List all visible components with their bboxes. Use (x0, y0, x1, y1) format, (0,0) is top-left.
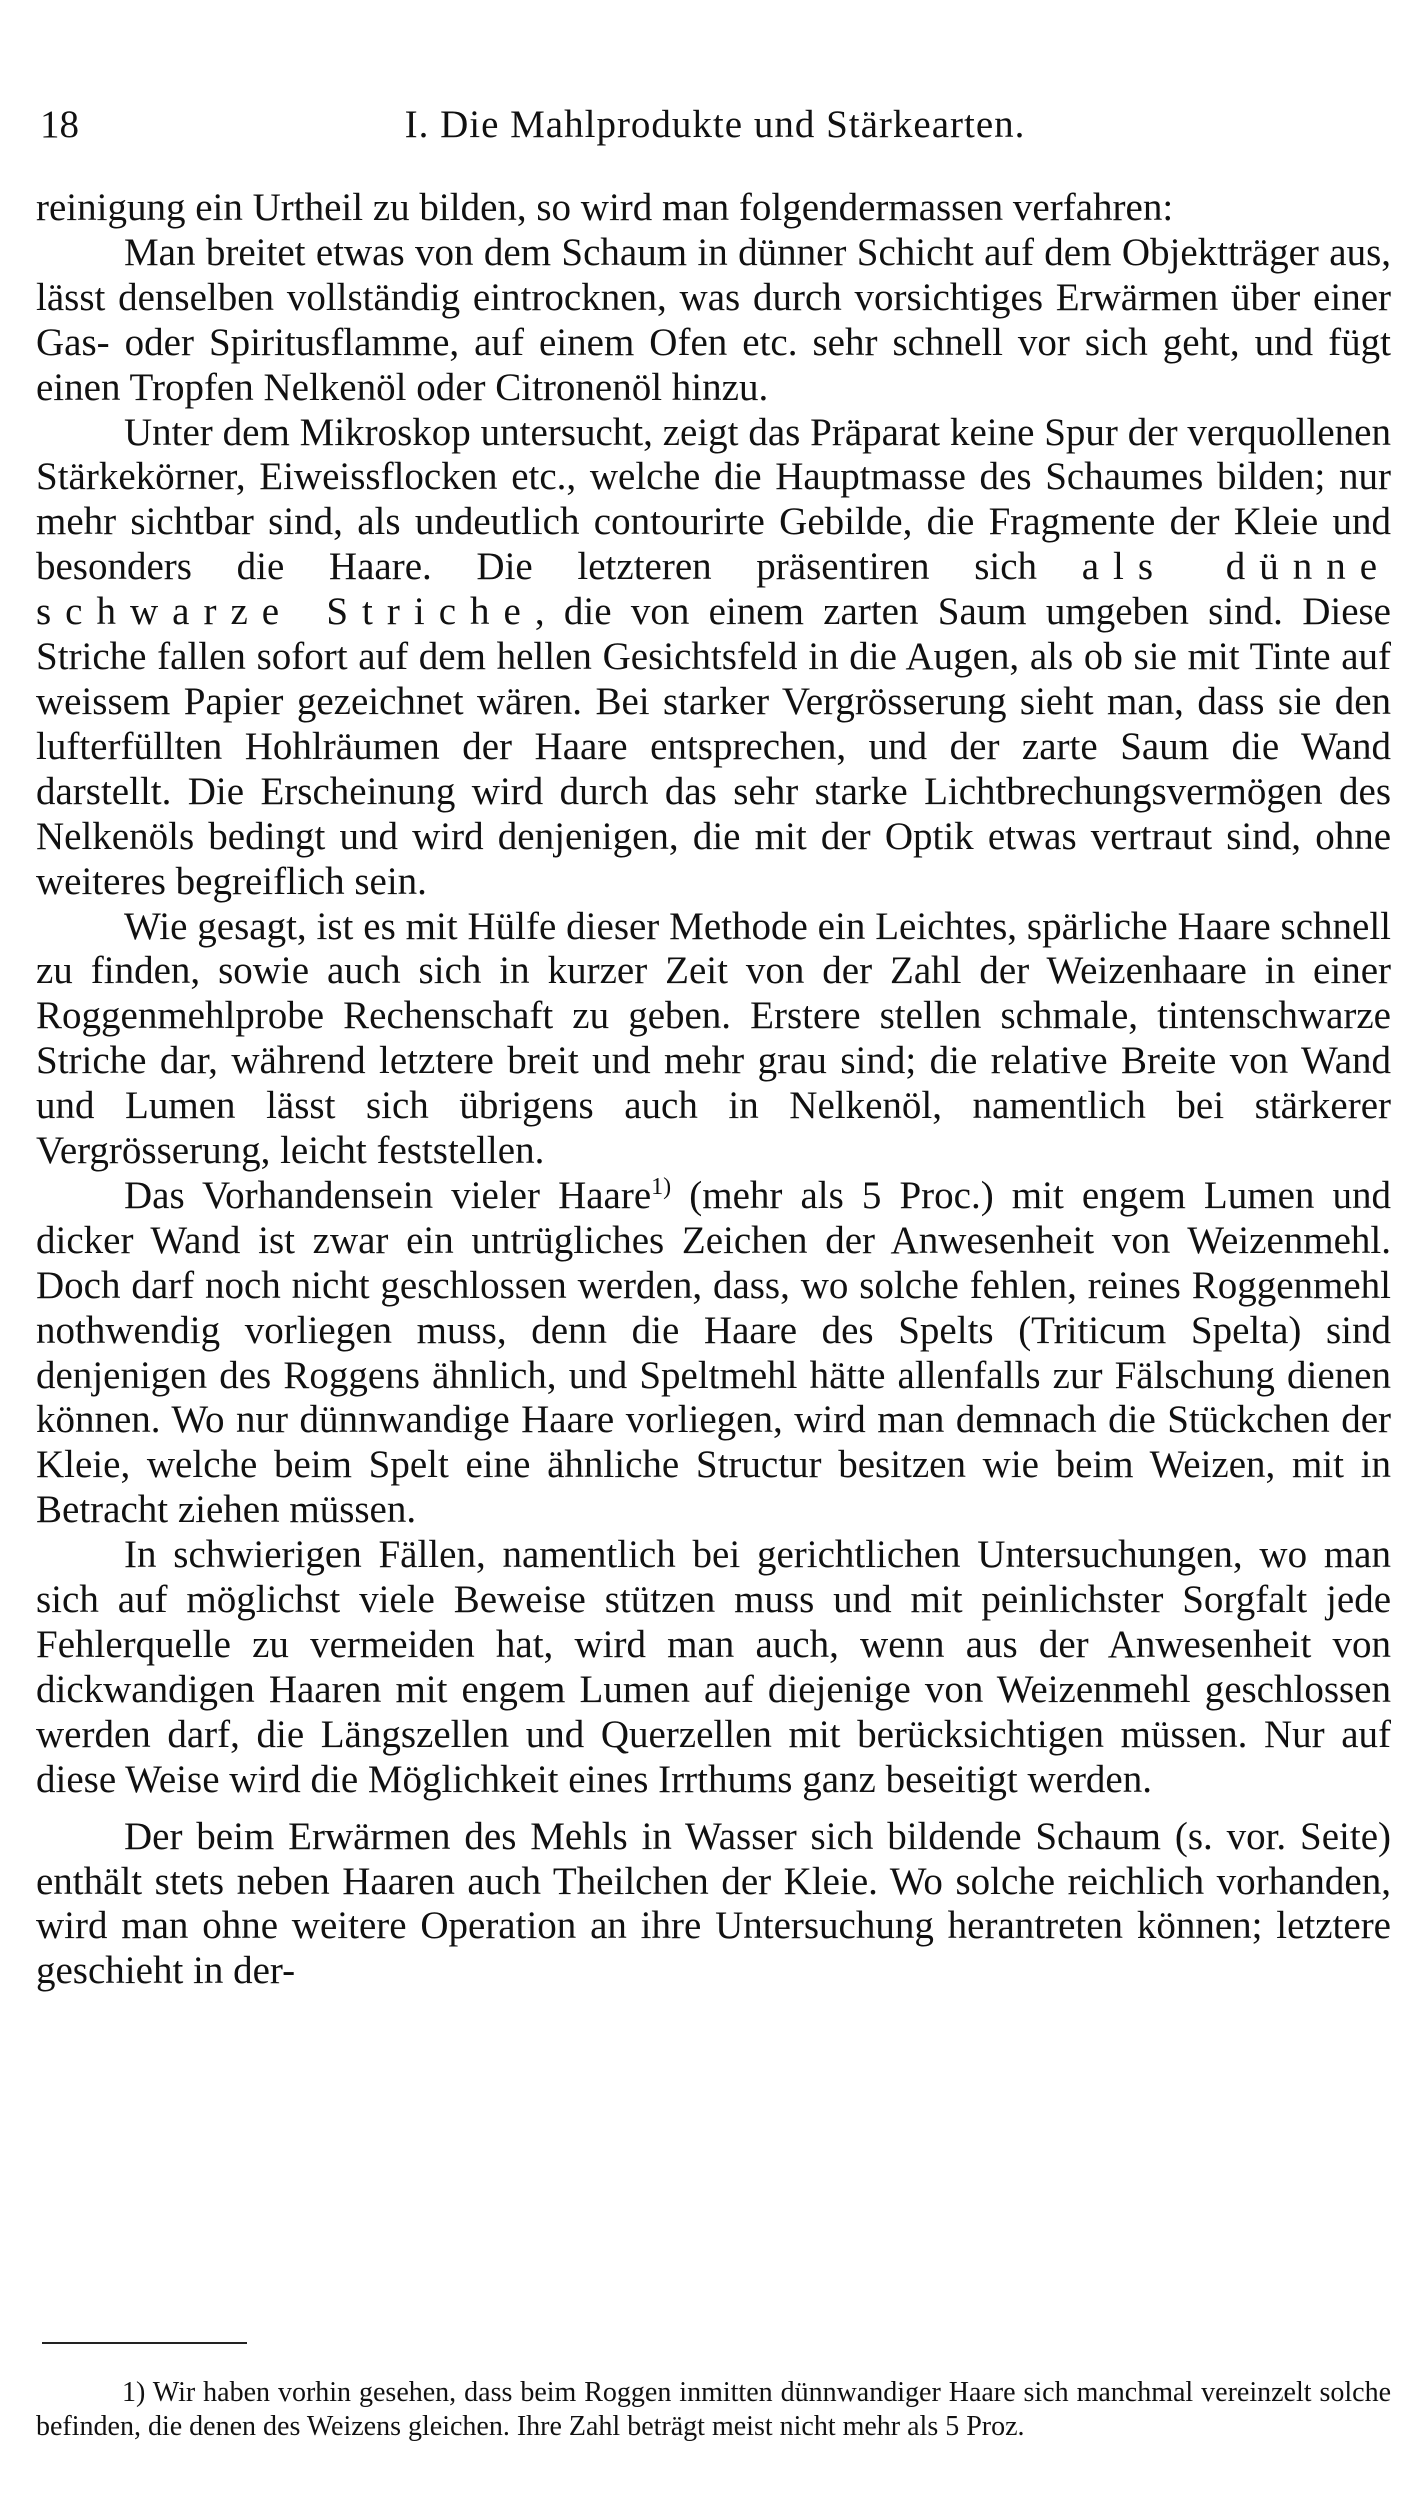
paragraph-3-part-b: , die von einem zarten Saum umgeben sind. Diese Striche fallen sofort auf dem hellen Gesichtsfeld in die Augen, als ob sie mit Tinte auf weissem Papier gezeichnet wären. Bei starker Vergrösserung sieht man, dass sie den lufterfüllten Hohlräumen der Haare entsprechen, und der zarte Saum die Wand darstellt. Die Erscheinung wird durch das sehr starke Lichtbrechungsvermögen des Nelkenöls bedingt und wird denjenigen, die mit der Optik etwas vertraut sind, ohne weiteres begreiflich sein. (36, 590, 1391, 903)
paragraph-5-part-b: (mehr als 5 Proc.) mit engem Lumen und dicker Wand ist zwar ein untrügliches Zeichen der Anwesenheit von Weizenmehl. Doch darf noch nicht geschlossen werden, dass, wo solche fehlen, reines Roggenmehl nothwendig vorliegen muss, denn die Haare des Spelts (Triticum Spelta) sind denjenigen des Roggens ähnlich, und Speltmehl hätte allenfalls zur Fälschung dienen können. Wo nur dünnwandige Haare vorliegen, wird man demnach die Stückchen der Kleie, welche beim Spelt eine ähnliche Structur besitzen wie beim Weizen, mit in Betracht ziehen müssen. (36, 1173, 1391, 1532)
paragraph-3-part-a: Unter dem Mikroskop untersucht, zeigt das Präparat keine Spur der verquollenen Stärkekörner, Eiweissflocken etc., welche die Hauptmasse des Schaumes bilden; nur mehr sichtbar sind, als undeutlich contourirte Gebilde, die Fragmente der Kleie und besonders die Haare. Die letzteren präsentiren sich (36, 410, 1391, 589)
footnote (36, 2376, 1391, 2444)
paragraph-1: reinigung ein Urtheil zu bilden, so wird man folgendermassen verfahren: (36, 186, 1174, 229)
page-header (40, 95, 1390, 155)
paragraph-3 (36, 411, 1391, 905)
body-text (36, 186, 1391, 1994)
paragraph-2: Man breitet etwas von dem Schaum in dünner Schicht auf dem Objektträger aus, lässt denselben vollständig eintrocknen, was durch vorsichtiges Erwärmen über einer Gas- oder Spiritusflamme, auf einem Ofen etc. sehr schnell vor sich geht, und fügt einen Tropfen Nelkenöl oder Citronenöl hinzu. (36, 230, 1391, 409)
paragraph-7: Der beim Erwärmen des Mehls in Wasser sich bildende Schaum (s. vor. Seite) enthält stets neben Haaren auch Theilchen der Kleie. Wo solche reichlich vorhanden, wird man ohne weitere Operation an ihre Untersuchung herantreten können; letztere geschieht in der- (36, 1814, 1391, 1993)
paragraph-5 (36, 1174, 1391, 1533)
footnote-divider (42, 2342, 247, 2344)
paragraph-5-part-a: Das Vorhandensein vieler Haare (124, 1173, 652, 1217)
paragraph-4: Wie gesagt, ist es mit Hülfe dieser Methode ein Leichtes, spärliche Haare schnell zu finden, sowie auch sich in kurzer Zeit von der Zahl der Weizenhaare in einer Roggenmehlprobe Rechenschaft zu geben. Erstere stellen schmale, tintenschwarze Striche dar, während letztere breit und mehr grau sind; die relative Breite von Wand und Lumen lässt sich übrigens auch in Nelkenöl, namentlich bei stärkerer Vergrösserung, leicht feststellen. (36, 904, 1391, 1173)
footnote-reference: 1) (651, 1173, 672, 1200)
running-title: I. Die Mahlprodukte und Stärkearten. (404, 103, 1026, 146)
paragraph-6: In schwierigen Fällen, namentlich bei gerichtlichen Untersuchungen, wo man sich auf möglichst viele Beweise stützen muss und mit peinlichster Sorgfalt jede Fehlerquelle zu vermeiden hat, wird man auch, wenn aus der Anwesenheit von dickwandigen Haaren mit engem Lumen auf diejenige von Weizenmehl geschlossen werden darf, die Längszellen und Querzellen mit berücksichtigen müssen. Nur auf diese Weise wird die Möglichkeit eines Irrthums ganz beseitigt werden. (36, 1533, 1391, 1801)
footnote-text: 1) Wir haben vorhin gesehen, dass beim Roggen inmitten dünnwandiger Haare sich manchmal vereinzelt solche befinden, die denen des Weizens gleichen. Ihre Zahl beträgt meist nicht mehr als 5 Proz. (36, 2377, 1391, 2442)
spaced-emphasis: als dünne schwarze Striche (36, 545, 1391, 634)
page-number: 18 (40, 103, 79, 146)
